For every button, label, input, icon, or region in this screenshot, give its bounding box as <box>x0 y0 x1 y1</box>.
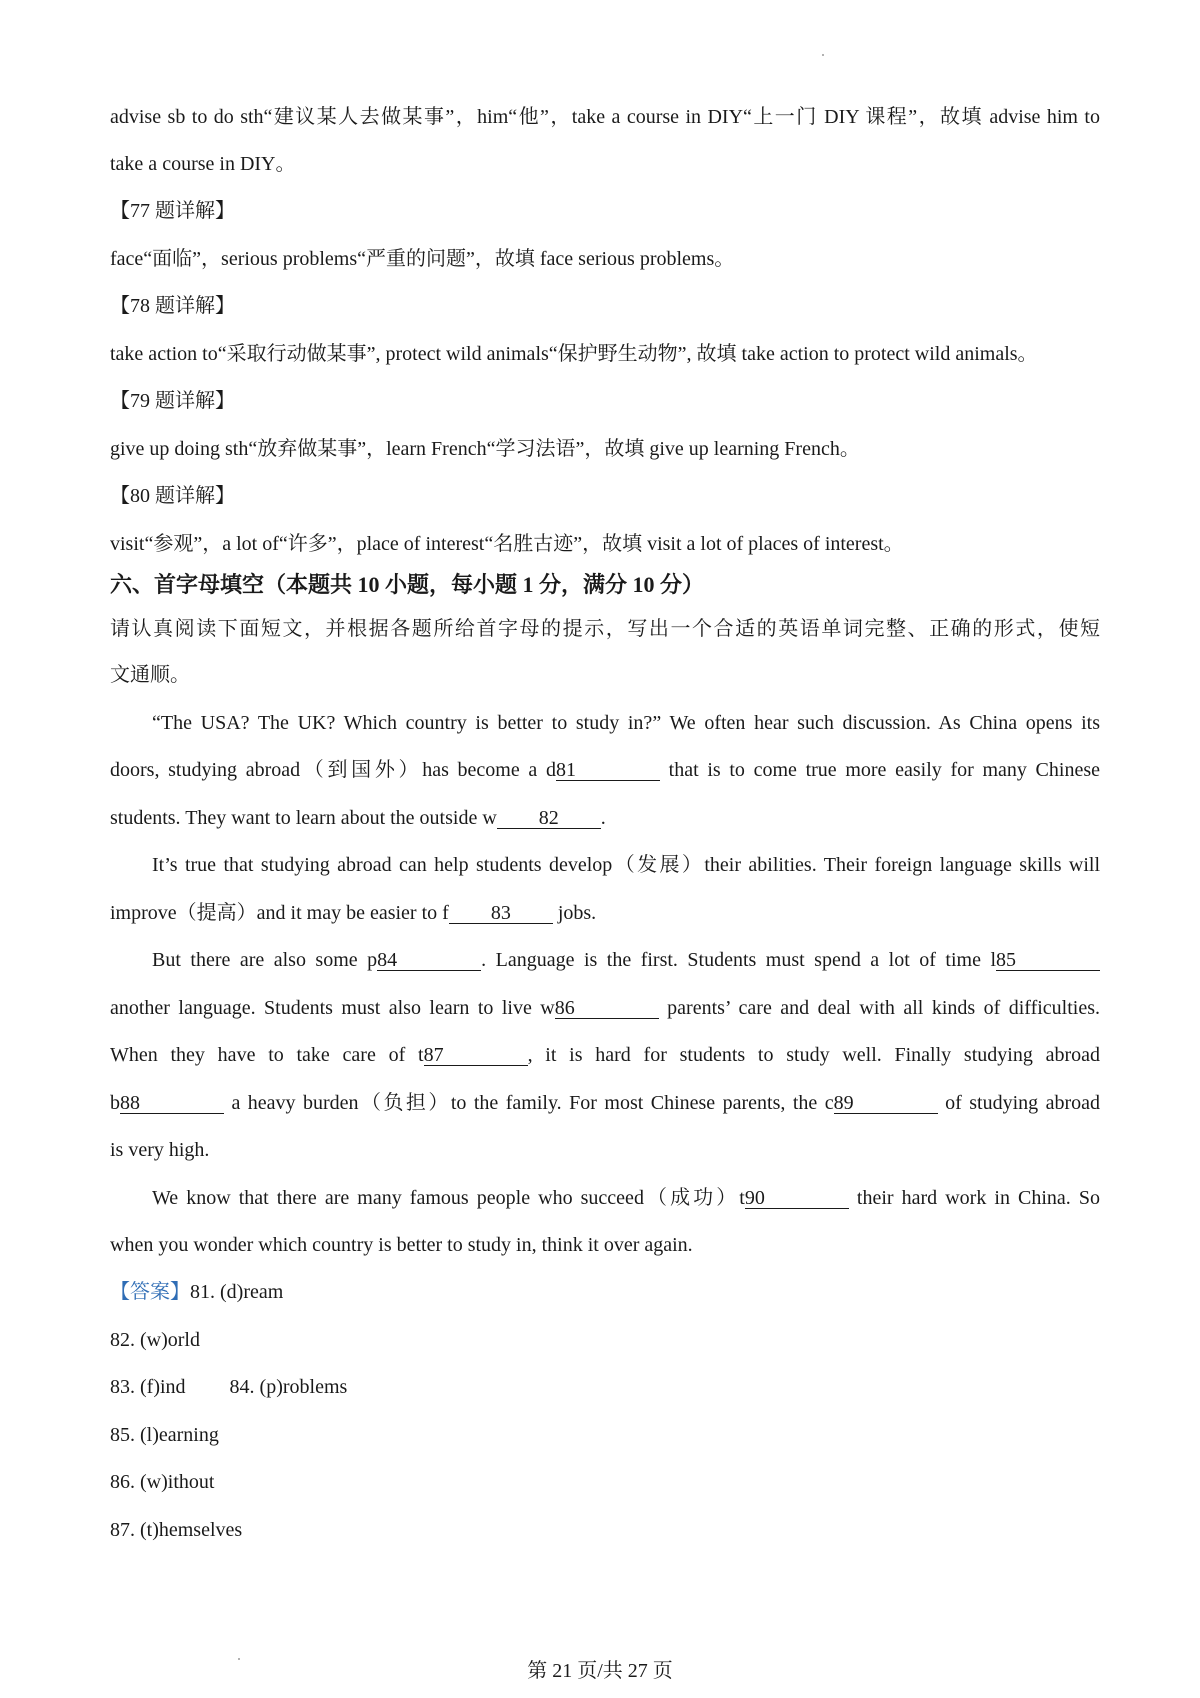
intro-line-2: take a course in DIY。 <box>110 153 296 175</box>
passage-p3-line-5: is very high. <box>110 1139 210 1161</box>
blank-89: 89 <box>834 1093 938 1114</box>
answer-line-81 <box>110 1279 1100 1305</box>
blank-88: 88 <box>120 1093 224 1114</box>
passage-p3-line-4: b88 a heavy burden（负担）to the family. For most Chinese parents, the c89 of studying abroad <box>110 1092 1100 1114</box>
blank-81: 81 <box>556 760 660 781</box>
answer-86: 86. (w)ithout <box>110 1471 215 1493</box>
answer-87: 87. (t)hemselves <box>110 1519 243 1541</box>
blank-90: 90 <box>745 1188 849 1209</box>
part6-instruction-2: 文通顺。 <box>110 664 190 686</box>
part6-instruction-1: 请认真阅读下面短文，并根据各题所给首字母的提示，写出一个合适的英语单词完整、正确的形式，使短 <box>110 618 1100 640</box>
answer-83: 83. (f)ind <box>110 1376 186 1398</box>
answer-85: 85. (l)earning <box>110 1424 219 1446</box>
answer-81: 81. (d)ream <box>190 1281 284 1303</box>
blank-85: 85 <box>996 950 1100 971</box>
blank-82: 82 <box>497 808 601 829</box>
passage-p2-line-2: improve（提高）and it may be easier to f 83 jobs. <box>110 902 597 924</box>
passage-p3-line-2: another language. Students must also learn to live w86 parents’ care and deal with all kinds of difficulties. <box>110 997 1100 1019</box>
intro-line-1: advise sb to do sth“建议某人去做某事”，him“他”，take a course in DIY“上一门 DIY 课程”，故填 advise him to <box>110 106 1100 128</box>
answer-line-83-84 <box>110 1374 1100 1400</box>
blank-83: 83 <box>449 903 553 924</box>
section-80-heading: 【80 题详解】 <box>110 485 235 507</box>
scan-speck <box>822 54 824 56</box>
section-79-body: give up doing sth“放弃做某事”，learn French“学习法语”，故填 give up learning French。 <box>110 438 860 460</box>
passage-p3-line-3: When they have to take care of t87 , it is hard for students to study well. Finally studying abroad <box>110 1044 1100 1066</box>
blank-87: 87 <box>424 1045 528 1066</box>
passage-p2-line-1: It’s true that studying abroad can help students develop（发展）their abilities. Their foreign language skills will <box>152 854 1100 876</box>
blank-86: 86 <box>555 998 659 1019</box>
section-77-heading: 【77 题详解】 <box>110 200 235 222</box>
passage-p3-line-1: But there are also some p84 . Language is the first. Students must spend a lot of time l85 <box>152 947 1100 973</box>
blank-84: 84 <box>377 950 481 971</box>
answer-82: 82. (w)orld <box>110 1329 200 1351</box>
part6-title: 六、首字母填空（本题共 10 小题，每小题 1 分，满分 10 分） <box>110 572 705 597</box>
passage-p4-line-2: when you wonder which country is better to study in, think it over again. <box>110 1234 693 1256</box>
section-78-heading: 【78 题详解】 <box>110 295 235 317</box>
answer-tag: 【答案】 <box>110 1281 190 1303</box>
section-79-heading: 【79 题详解】 <box>110 390 235 412</box>
page-footer: 第 21 页/共 27 页 <box>527 1660 673 1682</box>
passage-p1-line-1: “The USA? The UK? Which country is better to study in?” We often hear such discussion. As China opens its <box>152 712 1100 734</box>
passage-p1-line-3: students. They want to learn about the outside w 82 . <box>110 807 606 829</box>
passage-p4-line-1: We know that there are many famous people who succeed（成功）t90 their hard work in China. So <box>152 1187 1100 1209</box>
answer-84: 84. (p)roblems <box>229 1376 348 1398</box>
section-77-body: face“面临”，serious problems“严重的问题”，故填 face serious problems。 <box>110 248 735 270</box>
section-80-body: visit“参观”，a lot of“许多”，place of interest“名胜古迹”，故填 visit a lot of places of interest。 <box>110 533 904 555</box>
passage-p1-line-2: doors, studying abroad（到国外）has become a d81 that is to come true more easily for many Chinese <box>110 759 1100 781</box>
section-78-body: take action to“采取行动做某事”, protect wild animals“保护野生动物”, 故填 take action to protect wild animals。 <box>110 343 1038 365</box>
